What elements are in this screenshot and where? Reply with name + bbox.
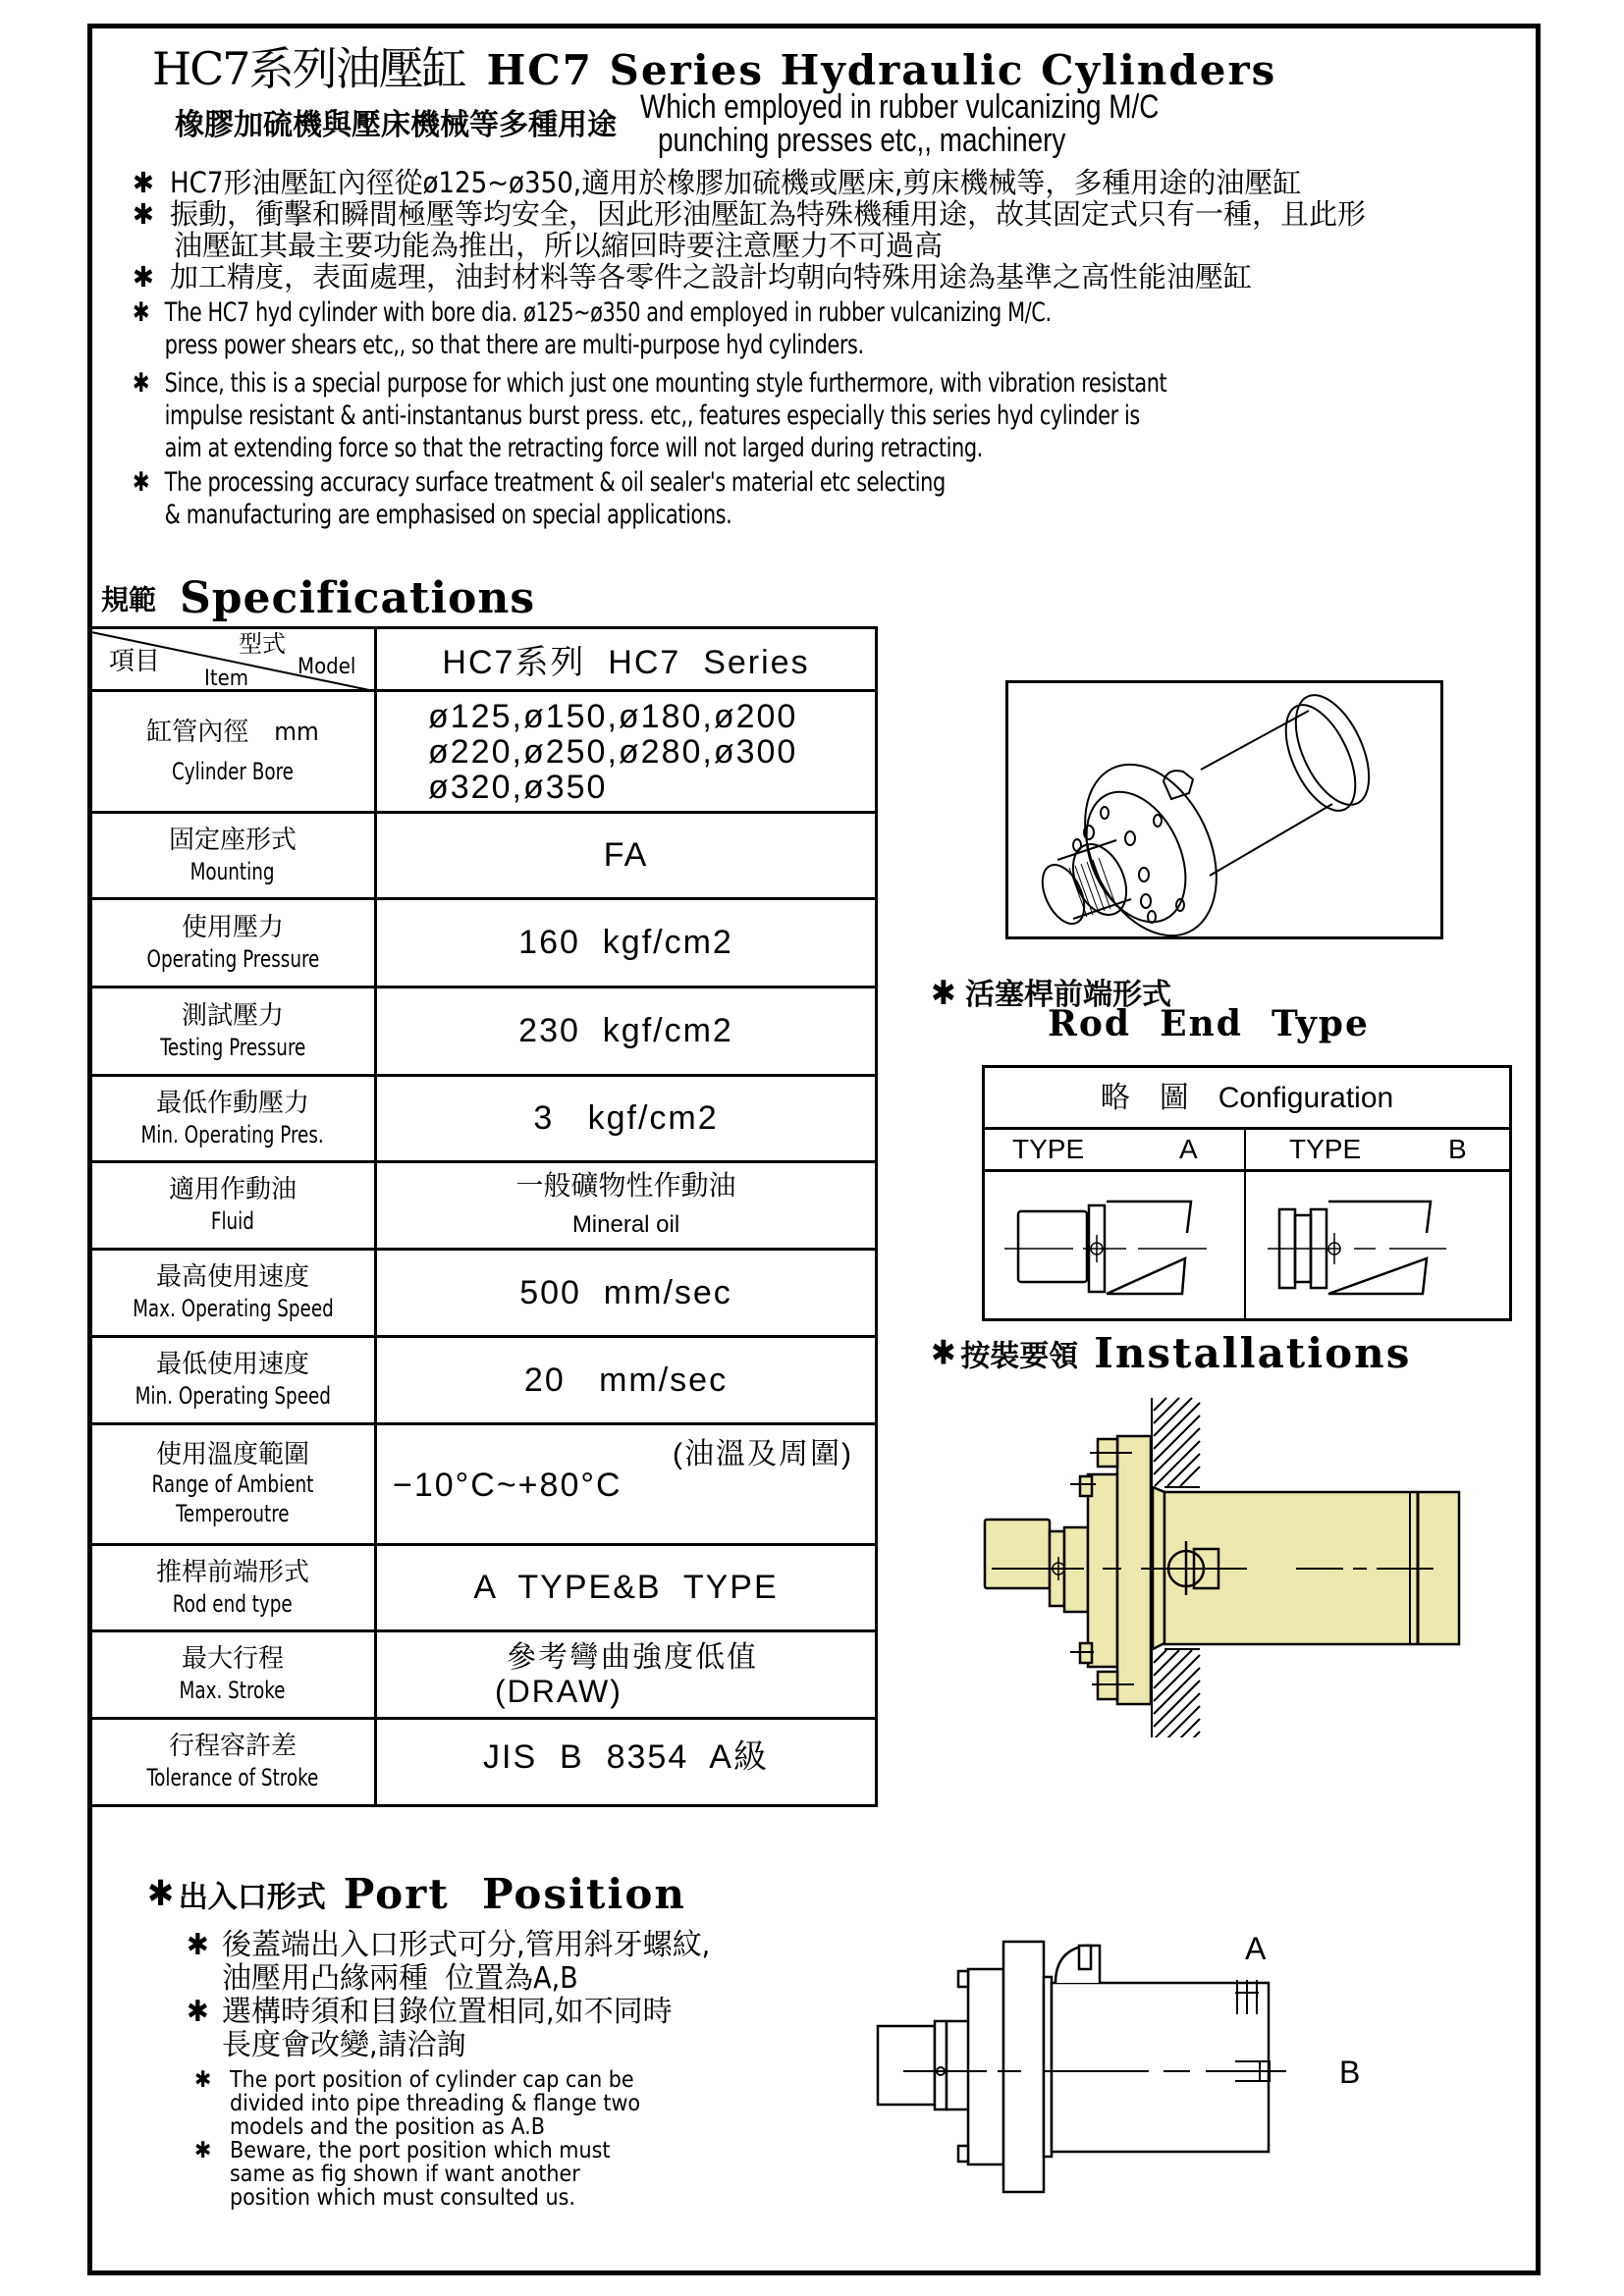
cylinder-photo (1005, 680, 1443, 939)
gland-plate (968, 1969, 1003, 2164)
table-row (90, 1719, 877, 1806)
label-en: Testing Pressure (159, 1033, 306, 1061)
value-line: A TYPE&B TYPE (473, 1569, 779, 1606)
value-line: Mineral oil (571, 1211, 680, 1238)
value-line: 160 kgf/cm2 (518, 924, 733, 961)
specifications-table (88, 626, 878, 1807)
label-cn: 使用壓力 (181, 912, 284, 942)
bullet-star-icon: ✱ (133, 260, 154, 294)
value-line: FA (603, 836, 649, 874)
type-b-sketch (1268, 1201, 1446, 1294)
label-en: Mounting (190, 857, 275, 885)
port-note-en (194, 2139, 795, 2210)
port-a-label: A (1245, 1931, 1267, 1966)
hatch-line (1154, 1668, 1200, 1714)
label-cn: 適用作動油 (168, 1175, 297, 1204)
note-line: 後蓋端出入口形式可分,管用斜牙螺紋, (222, 1928, 711, 1962)
intro-en-bullet (133, 296, 1331, 361)
label-en: Max. Operating Speed (132, 1295, 334, 1322)
rod-end-heading-cn-text: 活塞桿前端形式 (965, 978, 1172, 1012)
label-en: Max. Stroke (180, 1677, 286, 1704)
hatch-line (1154, 1650, 1166, 1663)
configuration-header (985, 1068, 1509, 1130)
bullet-line: HC7形油壓缸內徑從ø125~ø350,適用於橡膠加硫機或壓床,剪床機械等，多種用途的油壓缸 (170, 166, 1302, 199)
value-line: 3 kgf/cm2 (533, 1099, 719, 1137)
row-value (376, 899, 877, 988)
bullet-line: The HC7 hyd cylinder with bore dia. ø125~ø350 and employed in rubber vulcanizing M/C. (164, 297, 1052, 328)
header-diagonal-cell (91, 630, 374, 689)
installations-heading-cn: 按裝要領 (960, 1339, 1079, 1374)
header-item-model-cell (90, 628, 376, 691)
row-value (376, 1250, 877, 1337)
row-value (376, 988, 877, 1076)
note-line: The port position of cylinder cap can be (230, 2067, 634, 2093)
note-line: Beware, the port position which must (230, 2138, 611, 2163)
label-en: Cylinder Bore (171, 757, 295, 785)
rod-end (985, 1520, 1050, 1588)
note-line: divided into pipe threading & flange two (230, 2091, 641, 2116)
header-item-en: Item (204, 666, 249, 689)
gland-plate (1088, 1474, 1117, 1667)
bullet-line: aim at extending force so that the retracting force will not larged during retracting. (164, 433, 983, 463)
label-cn: 行程容許差 (168, 1732, 297, 1761)
type-b-label: TYPE (1289, 1134, 1362, 1164)
cylinder-isometric-drawing (1008, 683, 1440, 936)
note-line: models and the position as A.B (230, 2114, 545, 2140)
port-heading-en: Port Position (343, 1870, 686, 1918)
table-header-row (90, 628, 877, 691)
label-en: Fluid (210, 1207, 255, 1235)
row-label (90, 899, 376, 988)
type-a-letter: A (1179, 1134, 1198, 1164)
note-line: 選構時須和目錄位置相同,如不同時 (222, 1995, 673, 2029)
intro-cn-bullet (133, 198, 1527, 261)
rod-end-sketches (985, 1172, 1509, 1315)
label-en: Tolerance of Stroke (146, 1764, 319, 1791)
header-series-value: HC7系列 HC7 Series (376, 628, 877, 691)
label-cn: 最高使用速度 (155, 1262, 309, 1292)
hatch-line (1167, 1454, 1200, 1486)
row-label (90, 1076, 376, 1162)
label-en: Range of Ambient (151, 1470, 314, 1498)
label-en: Min. Operating Speed (135, 1382, 331, 1410)
header-item-cn: 項目 (109, 646, 161, 676)
label-en: Operating Pressure (146, 944, 319, 973)
temp-note: (油溫及周圍) (673, 1438, 853, 1470)
specifications-heading (101, 573, 535, 623)
port-position-drawing (854, 1885, 1404, 2218)
label-cn: 使用溫度範圍 (155, 1440, 309, 1469)
title-cn: HC7系列油壓缸 (152, 42, 465, 95)
bullet-star-icon: ✱ (133, 368, 150, 399)
row-value (376, 1719, 877, 1806)
rod-end-heading-en: Rod End Type (1048, 1003, 1370, 1044)
table-row (90, 1337, 877, 1424)
row-value (376, 1631, 877, 1719)
label-cn: 缸管內徑 mm (146, 717, 319, 747)
label-en: Rod end type (173, 1589, 293, 1618)
value-line: 參考彎曲強度低值 (507, 1640, 758, 1675)
hatch-line (1154, 1398, 1179, 1423)
rod-end-configuration-table (982, 1065, 1512, 1321)
title-en: HC7 Series Hydraulic Cylinders (486, 46, 1277, 94)
subtitle-en-line1: Which employed in rubber vulcanizing M/C (640, 88, 1160, 126)
port-position-heading (147, 1870, 686, 1918)
intro-en-bullet (133, 367, 1331, 464)
intro-cn-bullet (133, 167, 1527, 198)
port-note-cn (187, 1929, 795, 1996)
subtitle-en (640, 90, 1159, 157)
hatch-line (1154, 1403, 1200, 1449)
bullet-star-icon: ✱ (931, 1333, 956, 1373)
row-label (90, 691, 376, 813)
bullet-star-icon: ✱ (187, 1928, 209, 1962)
row-value (376, 1076, 877, 1162)
subtitle-cn: 橡膠加硫機與壓床機械等多種用途 (175, 108, 617, 142)
value-line: ø320,ø350 (428, 768, 608, 806)
flange (1003, 1942, 1044, 2192)
value-line: ø220,ø250,ø280,ø300 (428, 732, 798, 771)
bolt-top-inner (1080, 1476, 1092, 1496)
note-line: 油壓用凸緣兩種 位置為A,B (222, 1961, 578, 1996)
table-row (90, 691, 877, 813)
value-line: 230 kgf/cm2 (518, 1012, 733, 1049)
row-value (376, 1162, 877, 1250)
installations-heading-en: Installations (1094, 1329, 1412, 1377)
flange (1117, 1436, 1151, 1704)
row-label (90, 1719, 376, 1806)
type-a-label: TYPE (1012, 1134, 1085, 1164)
subtitle-en-line2: punching presses etc,, machinery (658, 122, 1066, 159)
hatch-line (1154, 1428, 1200, 1474)
value-line: −10°C~+80°C (393, 1467, 623, 1504)
bullet-star-icon: ✱ (194, 2067, 212, 2093)
bullet-line: press power shears etc,, so that there are multi-purpose hyd cylinders. (164, 330, 864, 360)
row-label (90, 1162, 376, 1250)
row-label (90, 988, 376, 1076)
note-line: same as fig shown if want another (230, 2162, 580, 2187)
label-en: Min. Operating Pres. (140, 1120, 325, 1148)
row-label (90, 1337, 376, 1424)
intro-cn-bullet (133, 261, 1527, 293)
bullet-line: & manufacturing are emphasised on special applications. (164, 500, 732, 530)
row-label (90, 1424, 376, 1545)
spec-heading-en: Specifications (180, 573, 536, 623)
row-value (376, 1424, 877, 1545)
hatch-line (1154, 1655, 1200, 1701)
bullet-line: Since, this is a special purpose for which just one mounting style furthermore, with vibration resistant (164, 368, 1167, 399)
value-line: 20 mm/sec (523, 1361, 729, 1399)
bullet-star-icon: ✱ (133, 467, 150, 498)
bullet-star-icon: ✱ (133, 297, 150, 328)
note-line: position which must consulted us. (230, 2185, 575, 2211)
table-row (90, 1076, 877, 1162)
bullet-line: 加工精度，表面處理，油封材料等各零件之設計均朝向特殊用途為基準之高性能油壓缸 (170, 260, 1253, 294)
table-row (90, 899, 877, 988)
table-row (90, 1162, 877, 1250)
table-row (90, 1545, 877, 1631)
spec-heading-cn: 規範 (101, 583, 157, 616)
installations-heading (931, 1329, 1411, 1377)
port-heading-cn: 出入口形式 (178, 1880, 326, 1915)
note-line: 長度會改變,請洽詢 (222, 2028, 466, 2062)
config-cn: 略 圖 (1100, 1081, 1189, 1115)
header-model-cn: 型式 (239, 629, 286, 658)
value-line: ø125,ø150,ø180,ø200 (428, 697, 798, 735)
label-cn: 最低作動壓力 (155, 1088, 309, 1118)
row-value (376, 691, 877, 813)
type-a-sketch (1004, 1201, 1207, 1294)
cylinder-barrel (1052, 1983, 1269, 2152)
type-b-letter: B (1448, 1134, 1467, 1164)
hatch-line (1154, 1650, 1179, 1676)
hatch-line (1155, 1441, 1200, 1486)
bullet-star-icon: ✱ (931, 974, 956, 1013)
intro-en-bullet (133, 466, 1331, 531)
table-row (90, 988, 877, 1076)
table-row (90, 1424, 877, 1545)
row-label (90, 1250, 376, 1337)
port-note-cn (187, 1996, 795, 2062)
bullet-star-icon: ✱ (187, 1995, 209, 2029)
row-label (90, 1631, 376, 1719)
label-cn: 最大行程 (181, 1644, 284, 1674)
port-position-notes (187, 1929, 795, 2210)
value-line: 一般礦物性作動油 (515, 1169, 736, 1201)
row-value (376, 1545, 877, 1631)
port-b-label: B (1339, 2055, 1361, 2090)
config-en: Configuration (1218, 1082, 1394, 1114)
value-line: JIS B 8354 A級 (483, 1738, 769, 1776)
bullet-star-icon: ✱ (133, 166, 154, 199)
row-label (90, 1545, 376, 1631)
hatch-line (1154, 1681, 1200, 1727)
bullet-line: 振動，衝擊和瞬間極壓等均安全，因此形油壓缸為特殊機種用途，故其固定式只有一種，且此形 (170, 197, 1367, 231)
hatch-line (1154, 1415, 1200, 1462)
installation-drawing (972, 1384, 1512, 1737)
row-value (376, 813, 877, 899)
table-row (90, 1631, 877, 1719)
bullet-star-icon: ✱ (147, 1874, 175, 1914)
bullet-line: The processing accuracy surface treatment & oil sealer's material etc selecting (164, 467, 946, 498)
rod-end (878, 2026, 935, 2105)
label-cn: 固定座形式 (168, 825, 297, 855)
label-en-line2: Temperoutre (176, 1500, 290, 1527)
hatch-line (1192, 1732, 1200, 1737)
bullet-line: impulse resistant & anti-instantanus burst press. etc,, features especially this series hyd cylinder is (164, 400, 1140, 431)
intro-bullets (133, 167, 1527, 531)
type-label-row (985, 1130, 1509, 1172)
port-note-en (194, 2068, 795, 2139)
label-cn: 推桿前端形式 (155, 1557, 309, 1587)
label-cn: 測試壓力 (181, 1000, 284, 1031)
row-label (90, 813, 376, 899)
row-value (376, 1337, 877, 1424)
bullet-line: 油壓缸其最主要功能為推出，所以縮回時要注意壓力不可過高 (174, 229, 944, 262)
bullet-star-icon: ✱ (133, 197, 154, 231)
hatch-line (1154, 1398, 1166, 1411)
value-line: (DRAW) (495, 1674, 623, 1709)
table-row (90, 1250, 877, 1337)
bullet-star-icon: ✱ (194, 2138, 212, 2163)
hatch-line (1154, 1693, 1200, 1737)
label-cn: 最低使用速度 (155, 1350, 309, 1379)
value-line: 500 mm/sec (519, 1273, 732, 1311)
table-row (90, 813, 877, 899)
header-model-en: Model (298, 654, 356, 679)
